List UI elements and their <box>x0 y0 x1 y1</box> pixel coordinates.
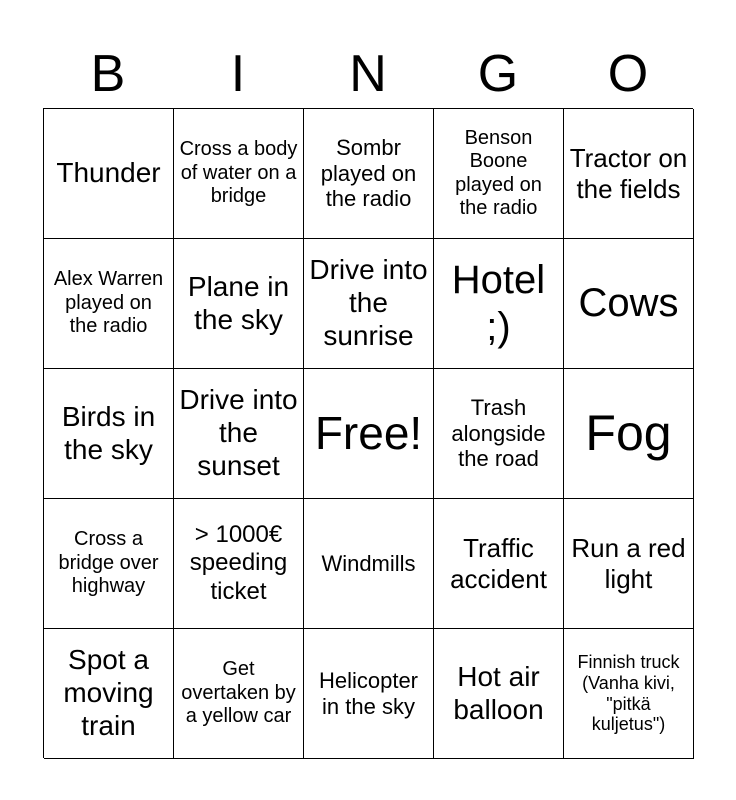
bingo-cell[interactable]: Drive into the sunset <box>174 369 304 499</box>
bingo-cell[interactable]: Sombr played on the radio <box>304 109 434 239</box>
bingo-cell[interactable]: Helicopter in the sky <box>304 629 434 759</box>
bingo-cell[interactable]: Birds in the sky <box>44 369 174 499</box>
bingo-cell[interactable]: Hotel ;) <box>434 239 564 369</box>
bingo-cell[interactable]: Windmills <box>304 499 434 629</box>
bingo-cell[interactable]: Cross a bridge over highway <box>44 499 174 629</box>
bingo-cell[interactable]: Hot air balloon <box>434 629 564 759</box>
free-space-cell[interactable]: Free! <box>304 369 434 499</box>
bingo-cell[interactable]: Trash alongside the road <box>434 369 564 499</box>
header-letter-i: I <box>230 45 246 103</box>
header-letter-b: B <box>90 45 126 103</box>
bingo-grid <box>43 108 693 758</box>
header-letter-g: G <box>477 45 519 103</box>
bingo-cell[interactable]: > 1000€ speeding ticket <box>174 499 304 629</box>
bingo-cell[interactable]: Fog <box>564 369 694 499</box>
bingo-cell[interactable]: Alex Warren played on the radio <box>44 239 174 369</box>
header-letter-o: O <box>607 45 649 103</box>
bingo-cell[interactable]: Cross a body of water on a bridge <box>174 109 304 239</box>
bingo-cell[interactable]: Cows <box>564 239 694 369</box>
bingo-cell[interactable]: Thunder <box>44 109 174 239</box>
bingo-cell[interactable]: Drive into the sunrise <box>304 239 434 369</box>
bingo-header <box>43 40 693 108</box>
bingo-cell[interactable]: Spot a moving train <box>44 629 174 759</box>
bingo-cell[interactable]: Benson Boone played on the radio <box>434 109 564 239</box>
header-letter-n: N <box>349 45 387 103</box>
bingo-cell[interactable]: Tractor on the fields <box>564 109 694 239</box>
bingo-cell[interactable]: Traffic accident <box>434 499 564 629</box>
bingo-cell[interactable]: Plane in the sky <box>174 239 304 369</box>
bingo-cell[interactable]: Get overtaken by a yellow car <box>174 629 304 759</box>
bingo-cell[interactable]: Run a red light <box>564 499 694 629</box>
bingo-cell[interactable]: Finnish truck (Vanha kivi, "pitkä kuljetus") <box>564 629 694 759</box>
